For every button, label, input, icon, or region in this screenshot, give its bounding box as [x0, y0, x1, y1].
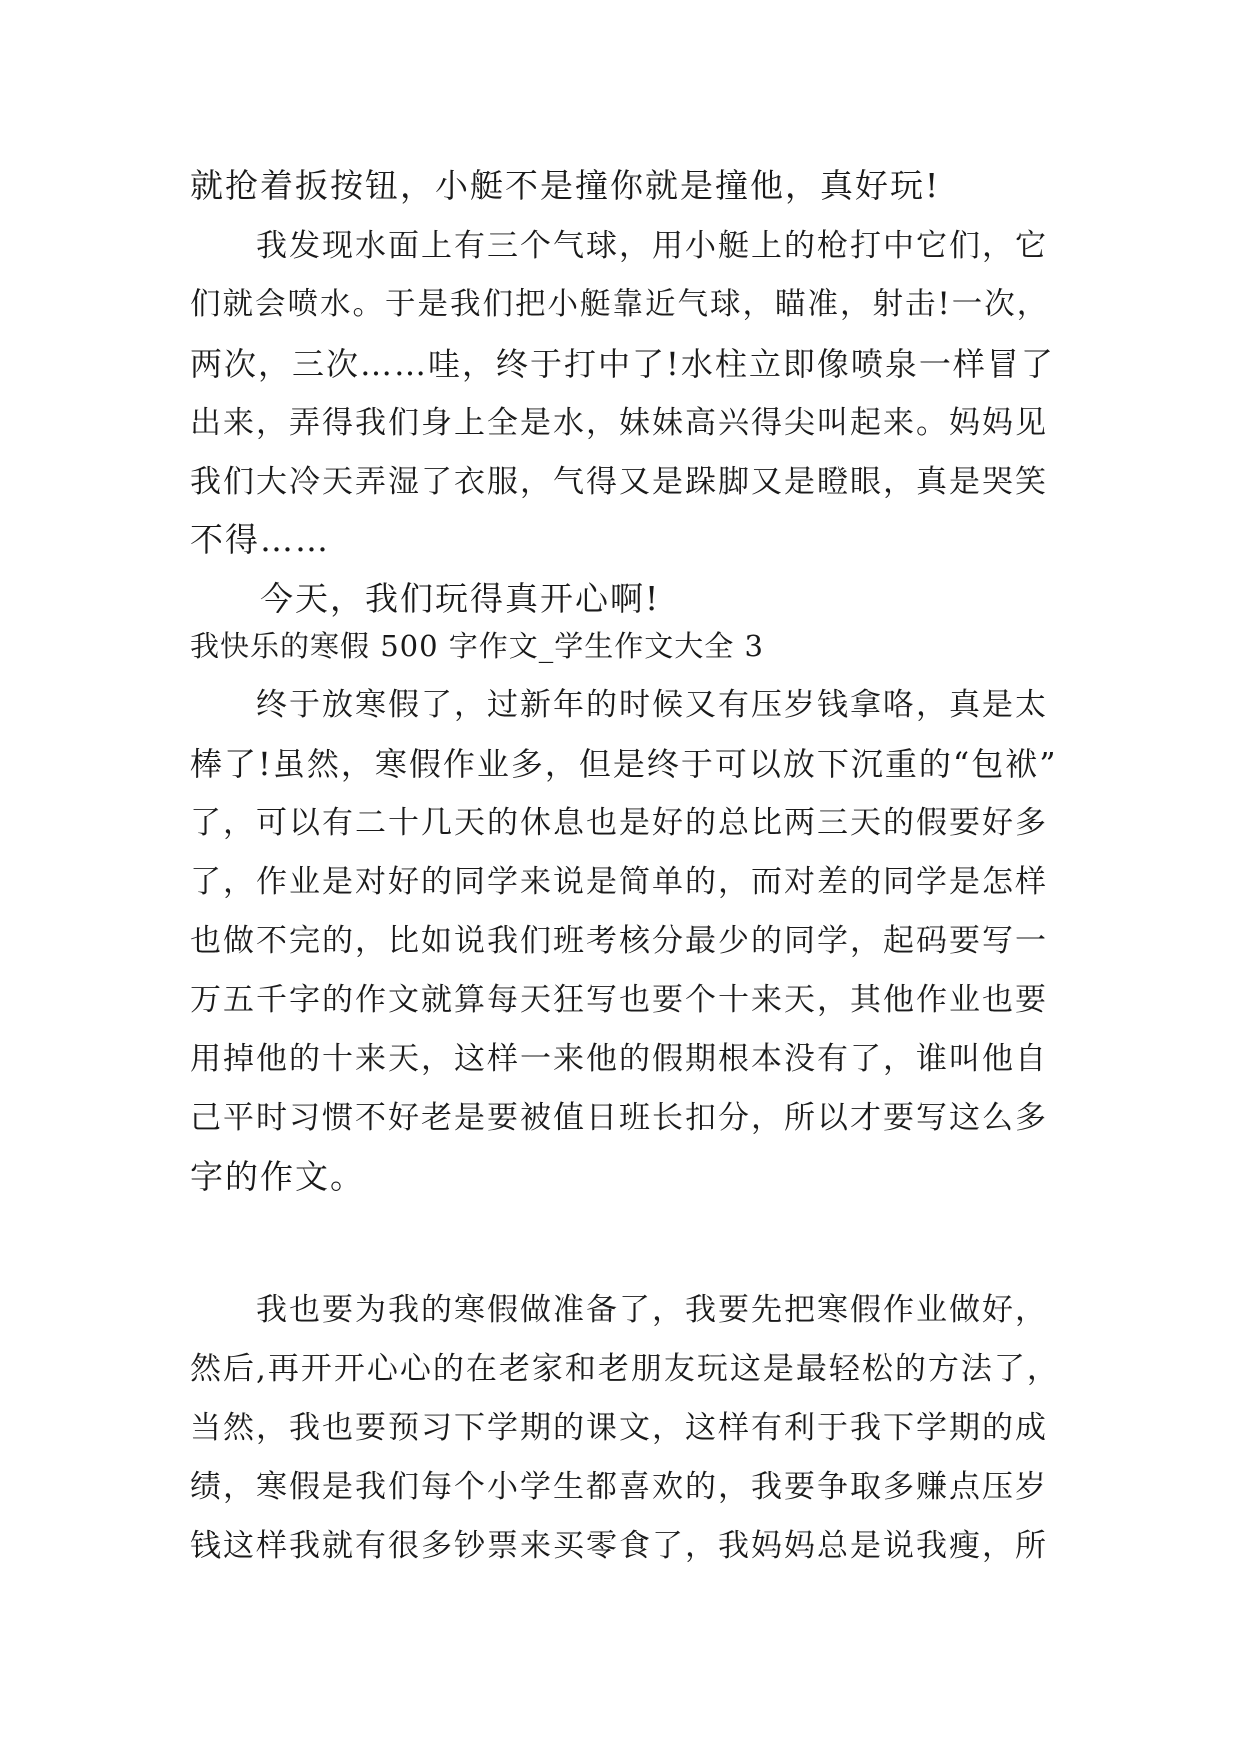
- text-line: 了，可以有二十几天的休息也是好的总比两三天的假要好多: [190, 805, 1048, 841]
- text-line: 两次，三次……哇，终于打中了!水柱立即像喷泉一样冒了: [190, 345, 1055, 383]
- text-line: 我们大冷天弄湿了衣服，气得又是跺脚又是瞪眼，真是哭笑: [190, 464, 1048, 500]
- text-line: 们就会喷水。于是我们把小艇靠近气球，瞄准，射击!一次，: [190, 287, 1050, 322]
- text-line: 就抢着扳按钮，小艇不是撞你就是撞他，真好玩!: [190, 166, 941, 205]
- text-line: 终于放寒假了，过新年的时候又有压岁钱拿咯，真是太: [190, 687, 1048, 723]
- text-line: 万五千字的作文就算每天狂写也要个十来天，其他作业也要: [190, 982, 1048, 1018]
- text-line: 出来，弄得我们身上全是水，妹妹高兴得尖叫起来。妈妈见: [190, 405, 1048, 441]
- text-line: 用掉他的十来天，这样一来他的假期根本没有了，谁叫他自: [190, 1041, 1048, 1077]
- section-heading: 我快乐的寒假 500 字作文_学生作文大全 3: [190, 629, 764, 663]
- text-line: 不得……: [190, 520, 330, 559]
- text-line: 今天，我们玩得真开心啊!: [190, 579, 661, 618]
- text-line: 我也要为我的寒假做准备了，我要先把寒假作业做好，: [190, 1292, 1048, 1328]
- text-line: 字的作文。: [190, 1157, 365, 1196]
- text-line: 当然，我也要预习下学期的课文，这样有利于我下学期的成: [190, 1410, 1048, 1446]
- text-line: 也做不完的，比如说我们班考核分最少的同学，起码要写一: [190, 923, 1048, 959]
- text-line: 己平时习惯不好老是要被值日班长扣分，所以才要写这么多: [190, 1100, 1048, 1136]
- text-line: 钱这样我就有很多钞票来买零食了，我妈妈总是说我瘦，所: [190, 1528, 1048, 1564]
- text-line: 绩，寒假是我们每个小学生都喜欢的，我要争取多赚点压岁: [190, 1469, 1048, 1505]
- text-line: 棒了!虽然，寒假作业多，但是终于可以放下沉重的“包袱”: [190, 745, 1058, 783]
- text-line: 然后,再开开心心的在老家和老朋友玩这是最轻松的方法了，: [190, 1351, 1060, 1387]
- text-line: 了，作业是对好的同学来说是简单的，而对差的同学是怎样: [190, 864, 1048, 900]
- text-line: 我发现水面上有三个气球，用小艇上的枪打中它们，它: [190, 228, 1048, 264]
